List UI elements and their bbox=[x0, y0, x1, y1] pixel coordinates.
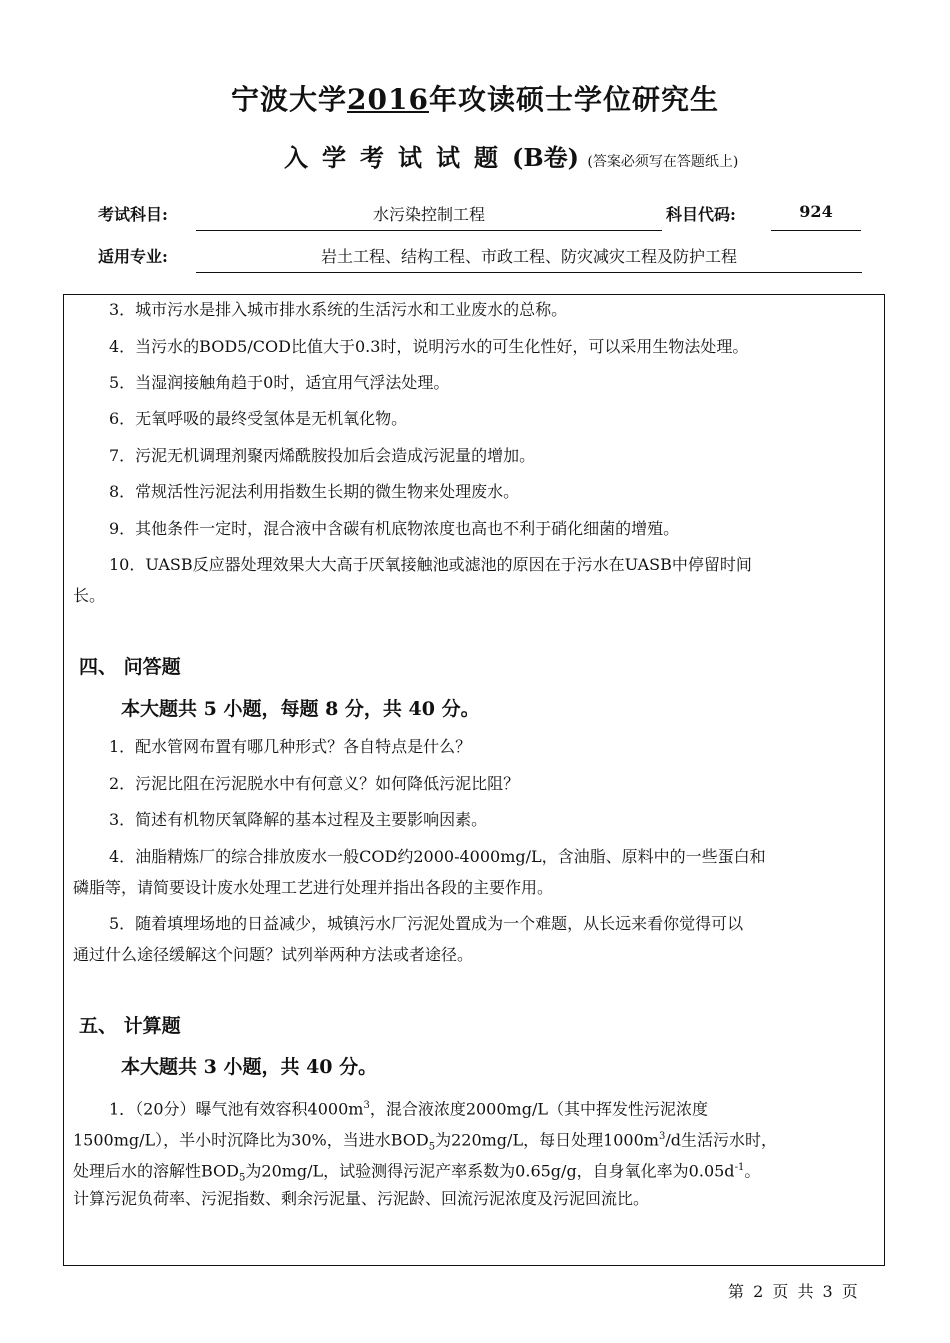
calc-q1-line2-a: 1500mg/L），半小时沉降比为30%，当进水BOD bbox=[73, 1130, 429, 1150]
major-label: 适用专业: bbox=[98, 247, 168, 266]
judge-q4: 4．当污水的BOD5/COD比值大于0.3时，说明污水的可生化性好，可以采用生物法处理。 bbox=[109, 337, 749, 356]
code-value: 924 bbox=[799, 202, 833, 221]
title-prefix: 宁波大学 bbox=[231, 83, 348, 116]
section5-summary: 本大题共 3 小题，共 40 分。 bbox=[121, 1056, 378, 1078]
code-underline bbox=[771, 230, 861, 231]
subtitle-note: (答案必须写在答题纸上) bbox=[587, 154, 739, 170]
judge-q10-line2: 长。 bbox=[73, 586, 106, 605]
subject-value: 水污染控制工程 bbox=[372, 205, 485, 224]
judge-q6: 6．无氧呼吸的最终受氢体是无机氧化物。 bbox=[109, 409, 408, 428]
calc-q1-line2 bbox=[73, 1126, 879, 1159]
judge-q9: 9．其他条件一定时，混合液中含碳有机底物浓度也高也不利于硝化细菌的增殖。 bbox=[109, 519, 680, 538]
code-label: 科目代码: bbox=[666, 205, 736, 224]
calc-q1-line2-sub: 5 bbox=[428, 1141, 436, 1153]
exam-title bbox=[0, 78, 950, 118]
subtitle-main: 入学考试试题 bbox=[284, 143, 512, 172]
calc-q1-line4: 计算污泥负荷率、污泥指数、剩余污泥量、污泥龄、回流污泥浓度及污泥回流比。 bbox=[73, 1189, 650, 1208]
qa-q5-line1: 5．随着填埋场地的日益减少，城镇污水厂污泥处置成为一个难题，从长远来看你觉得可以 bbox=[109, 914, 744, 933]
calc-q1-line3-sub: 5 bbox=[239, 1172, 246, 1184]
judge-q8: 8．常规活性污泥法利用指数生长期的微生物来处理废水。 bbox=[109, 482, 520, 501]
judge-q10-line1: 10．UASB反应器处理效果大大高于厌氧接触池或滤池的原因在于污水在UASB中停留时间 bbox=[109, 555, 752, 574]
calc-q1-line2-b: 为220mg/L，每日处理1000m bbox=[435, 1130, 659, 1150]
judge-q5: 5．当湿润接触角趋于0时，适宜用气浮法处理。 bbox=[109, 373, 450, 392]
calc-q1-line1-a: 1．（20分）曝气池有效容积4000m bbox=[109, 1099, 364, 1119]
subject-label: 考试科目: bbox=[98, 205, 168, 224]
exam-subtitle bbox=[284, 138, 738, 173]
title-suffix: 年攻读硕士学位研究生 bbox=[428, 83, 719, 116]
major-underline bbox=[196, 272, 862, 273]
calc-q1-line2-c: /d生活污水时， bbox=[665, 1130, 777, 1150]
calc-q1-line1-b: ，混合液浓度2000mg/L（其中挥发性污泥浓度 bbox=[369, 1099, 708, 1119]
calc-q1-line3-c: 。 bbox=[744, 1161, 761, 1181]
calc-q1-line2-sup: 3 bbox=[658, 1131, 666, 1142]
qa-q5-line2: 通过什么途径缓解这个问题？试列举两种方法或者途径。 bbox=[73, 945, 474, 964]
qa-q3: 3．简述有机物厌氧降解的基本过程及主要影响因素。 bbox=[109, 810, 488, 829]
judge-q7: 7．污泥无机调理剂聚丙烯酰胺投加后会造成污泥量的增加。 bbox=[109, 446, 536, 465]
qa-q4-line1: 4．油脂精炼厂的综合排放废水一般COD约2000-4000mg/L，含油脂、原料中的一些蛋白和 bbox=[109, 847, 766, 866]
section4-heading: 四、 问答题 bbox=[79, 656, 181, 678]
calc-q1-line1 bbox=[73, 1095, 915, 1120]
qa-q1: 1．配水管网布置有哪几种形式？各自特点是什么？ bbox=[109, 737, 472, 756]
subject-underline bbox=[196, 230, 662, 231]
calc-q1-line1-sup: 3 bbox=[363, 1100, 370, 1111]
section5-heading: 五、 计算题 bbox=[79, 1015, 181, 1037]
calc-q1-line3-a: 处理后水的溶解性BOD bbox=[73, 1161, 240, 1181]
qa-q2: 2．污泥比阻在污泥脱水中有何意义？如何降低污泥比阻？ bbox=[109, 774, 520, 793]
judge-q3: 3．城市污水是排入城市排水系统的生活污水和工业废水的总称。 bbox=[109, 300, 568, 319]
page-number: 第 2 页 共 3 页 bbox=[728, 1282, 860, 1301]
calc-q1-line3-sup: -1 bbox=[734, 1162, 745, 1173]
section4-summary: 本大题共 5 小题，每题 8 分，共 40 分。 bbox=[121, 698, 480, 720]
calc-q1-line3-b: 为20mg/L，试验测得污泥产率系数为0.65g/g，自身氧化率为0.05d bbox=[245, 1161, 735, 1181]
major-value: 岩土工程、结构工程、市政工程、防灾减灾工程及防护工程 bbox=[320, 247, 737, 266]
qa-q4-line2: 磷脂等，请简要设计废水处理工艺进行处理并指出各段的主要作用。 bbox=[73, 878, 554, 897]
calc-q1-line3 bbox=[73, 1157, 879, 1190]
title-year: 2016 bbox=[347, 83, 429, 116]
subtitle-paper: (B卷) bbox=[512, 143, 579, 172]
